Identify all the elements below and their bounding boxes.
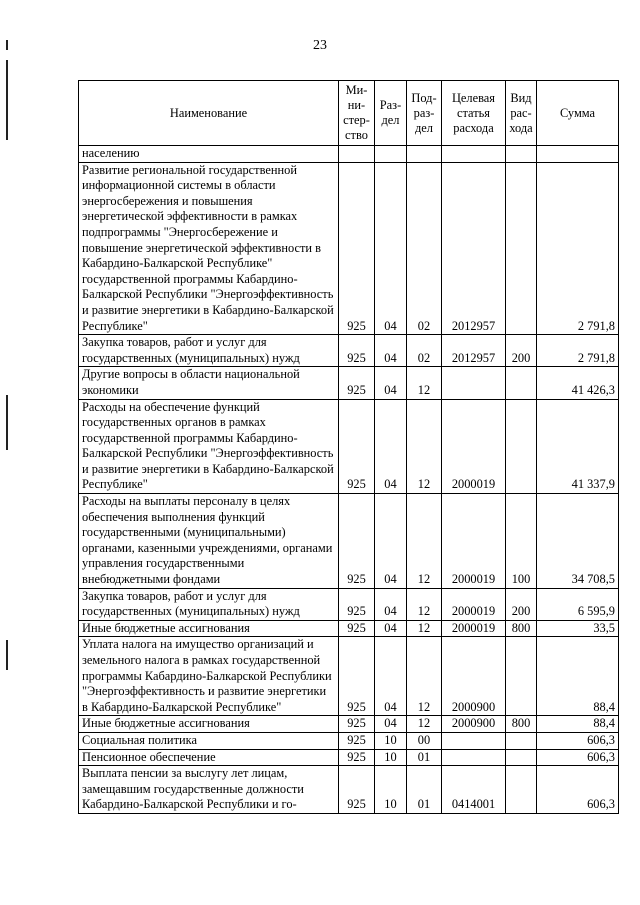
row-section <box>375 146 407 163</box>
row-section: 04 <box>375 588 407 620</box>
row-section: 04 <box>375 620 407 637</box>
margin-mark <box>6 395 8 450</box>
row-sum: 41 426,3 <box>537 367 619 399</box>
row-ministry: 925 <box>339 732 375 749</box>
row-name: Пенсионное обеспечение <box>79 749 339 766</box>
table-row <box>79 716 619 733</box>
table-body <box>79 146 619 814</box>
row-name: Закупка товаров, работ и услуг для государственных (муниципальных) нужд <box>79 588 339 620</box>
row-ministry: 925 <box>339 637 375 716</box>
row-name: Выплата пенсии за выслугу лет лицам, замещавшим государственные должности Кабардино-Балкарской Республики и го- <box>79 766 339 814</box>
row-sum: 6 595,9 <box>537 588 619 620</box>
row-target: 2000019 <box>442 620 506 637</box>
row-ministry: 925 <box>339 766 375 814</box>
row-type: 200 <box>506 335 537 367</box>
row-ministry: 925 <box>339 335 375 367</box>
row-section: 04 <box>375 494 407 589</box>
row-target: 2000900 <box>442 637 506 716</box>
header-type: Вид рас-хода <box>506 81 537 146</box>
row-sum: 41 337,9 <box>537 399 619 494</box>
row-section: 04 <box>375 716 407 733</box>
table-row <box>79 637 619 716</box>
row-sum: 33,5 <box>537 620 619 637</box>
row-subsection: 02 <box>407 162 442 335</box>
row-name: Социальная политика <box>79 732 339 749</box>
row-name: Уплата налога на имущество организаций и земельного налога в рамках государственной программы Кабардино-Балкарской Республики "Энергоэффективность и развитие энергетики в Кабардино-Балкарской Республике" <box>79 637 339 716</box>
table-header-row <box>79 81 619 146</box>
row-type <box>506 367 537 399</box>
row-type: 100 <box>506 494 537 589</box>
row-sum: 88,4 <box>537 637 619 716</box>
row-name: Расходы на выплаты персоналу в целях обеспечения выполнения функций государственными (муниципальными) органами, казенными учреждениями, органами управления государственными внебюджетными фондами <box>79 494 339 589</box>
row-type: 800 <box>506 716 537 733</box>
row-target: 2012957 <box>442 162 506 335</box>
header-section: Раз-дел <box>375 81 407 146</box>
row-subsection: 12 <box>407 399 442 494</box>
row-ministry <box>339 146 375 163</box>
table-row <box>79 146 619 163</box>
row-ministry: 925 <box>339 588 375 620</box>
table-row <box>79 620 619 637</box>
row-section: 10 <box>375 749 407 766</box>
row-ministry: 925 <box>339 620 375 637</box>
row-name: Иные бюджетные ассигнования <box>79 716 339 733</box>
row-section: 04 <box>375 335 407 367</box>
row-subsection <box>407 146 442 163</box>
row-target <box>442 749 506 766</box>
row-subsection: 12 <box>407 494 442 589</box>
header-name: Наименование <box>79 81 339 146</box>
row-ministry: 925 <box>339 494 375 589</box>
row-type <box>506 146 537 163</box>
row-sum: 606,3 <box>537 732 619 749</box>
row-subsection: 12 <box>407 716 442 733</box>
table-row <box>79 399 619 494</box>
row-type <box>506 766 537 814</box>
row-name: населению <box>79 146 339 163</box>
margin-mark <box>6 40 8 50</box>
row-subsection: 01 <box>407 749 442 766</box>
header-target: Целевая статья расхода <box>442 81 506 146</box>
row-name: Иные бюджетные ассигнования <box>79 620 339 637</box>
row-ministry: 925 <box>339 367 375 399</box>
row-ministry: 925 <box>339 399 375 494</box>
row-name: Развитие региональной государственной информационной системы в области энергосбережения и повышения энергетической эффективности в рамках подпрограммы "Энергосбережение и повышение энергетической эффективности в Кабардино-Балкарской Республике" государственной программы Кабардино-Балкарской Республики "Энергоэффективность и развитие энергетики в Кабардино-Балкарской Республике" <box>79 162 339 335</box>
row-type: 800 <box>506 620 537 637</box>
row-subsection: 00 <box>407 732 442 749</box>
table-row <box>79 588 619 620</box>
row-name: Другие вопросы в области национальной экономики <box>79 367 339 399</box>
row-target: 2000019 <box>442 588 506 620</box>
row-name: Расходы на обеспечение функций государственных органов в рамках государственной программы Кабардино-Балкарской Республики "Энергоэффективность и развитие энергетики в Кабардино-Балкарской Республике" <box>79 399 339 494</box>
row-sum: 606,3 <box>537 749 619 766</box>
row-target: 2000019 <box>442 399 506 494</box>
row-section: 10 <box>375 732 407 749</box>
row-target: 2000019 <box>442 494 506 589</box>
table-row <box>79 335 619 367</box>
row-subsection: 12 <box>407 637 442 716</box>
header-sum: Сумма <box>537 81 619 146</box>
row-ministry: 925 <box>339 716 375 733</box>
row-target: 2012957 <box>442 335 506 367</box>
table-row <box>79 749 619 766</box>
row-subsection: 12 <box>407 588 442 620</box>
table-row <box>79 766 619 814</box>
row-target: 0414001 <box>442 766 506 814</box>
row-target <box>442 367 506 399</box>
row-sum: 34 708,5 <box>537 494 619 589</box>
row-section: 04 <box>375 399 407 494</box>
header-subsection: Под-раз-дел <box>407 81 442 146</box>
budget-table <box>78 80 619 814</box>
row-sum: 2 791,8 <box>537 335 619 367</box>
row-target <box>442 732 506 749</box>
header-ministry: Ми-ни-стер-ство <box>339 81 375 146</box>
row-ministry: 925 <box>339 162 375 335</box>
row-sum: 606,3 <box>537 766 619 814</box>
table-row <box>79 732 619 749</box>
row-type <box>506 399 537 494</box>
row-subsection: 01 <box>407 766 442 814</box>
row-name: Закупка товаров, работ и услуг для государственных (муниципальных) нужд <box>79 335 339 367</box>
table-row <box>79 162 619 335</box>
row-sum: 88,4 <box>537 716 619 733</box>
row-sum <box>537 146 619 163</box>
row-subsection: 12 <box>407 367 442 399</box>
row-target <box>442 146 506 163</box>
margin-mark <box>6 640 8 670</box>
row-section: 04 <box>375 367 407 399</box>
table-row <box>79 367 619 399</box>
row-subsection: 02 <box>407 335 442 367</box>
row-type <box>506 162 537 335</box>
row-subsection: 12 <box>407 620 442 637</box>
row-target: 2000900 <box>442 716 506 733</box>
row-section: 04 <box>375 637 407 716</box>
row-section: 04 <box>375 162 407 335</box>
row-type <box>506 749 537 766</box>
row-type <box>506 637 537 716</box>
row-type: 200 <box>506 588 537 620</box>
page-number: 23 <box>313 38 327 53</box>
table-row <box>79 494 619 589</box>
row-section: 10 <box>375 766 407 814</box>
row-ministry: 925 <box>339 749 375 766</box>
row-sum: 2 791,8 <box>537 162 619 335</box>
row-type <box>506 732 537 749</box>
margin-mark <box>6 60 8 140</box>
